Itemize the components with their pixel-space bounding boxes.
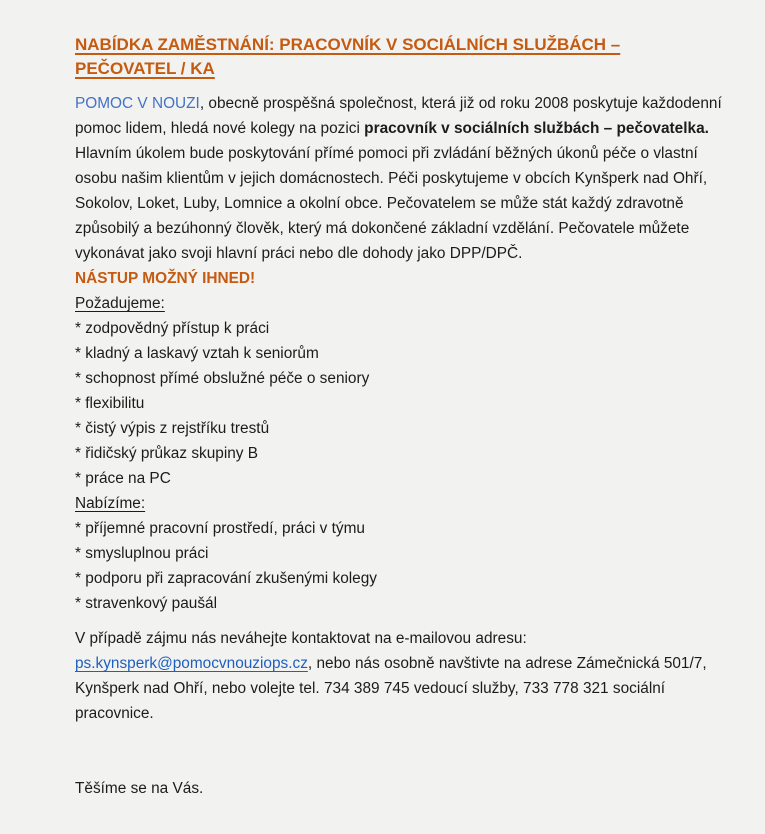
list-item: * práce na PC [75,470,171,487]
list-item: * podporu při zapracování zkušenými kolegy [75,570,377,587]
list-item: * čistý výpis z rejstříku trestů [75,420,270,437]
document-title: NABÍDKA ZAMĚSTNÁNÍ: PRACOVNÍK V SOCIÁLNÍCH SLUŽBÁCH – PEČOVATEL / KA [75,35,621,78]
requirements-section [75,291,725,491]
requirements-heading: Požadujeme: [75,295,165,312]
list-item: * schopnost přímé obslužné péče o seniory [75,370,370,387]
position-name: pracovník v sociálních službách – pečovatelka. [364,120,709,137]
contact-paragraph [75,626,725,726]
list-item: * smysluplnou práci [75,545,209,562]
list-item: * kladný a laskavý vztah k seniorům [75,345,319,362]
closing-line: Těšíme se na Vás. [75,780,204,797]
list-item: * flexibilitu [75,395,145,412]
offer-heading: Nabízíme: [75,495,146,512]
list-item: * příjemné pracovní prostředí, práci v týmu [75,520,365,537]
list-item: * zodpovědný přístup k práci [75,320,270,337]
offer-section [75,491,725,616]
intro-text-2: Hlavním úkolem bude poskytování přímé pomoci při zvládání běžných úkonů péče o vlastní osobu našim klientům v jejich domácnostech. Péči poskytujeme v obcích Kynšperk nad Ohří, Sokolov, Loket, Luby, Lomnice a okolní obce. Pečovatelem se může stát každý zdravotně způsobilý a bezúhonný člověk, který má dokončené základní vzdělání. Pečovatele můžete vykonávat jako svoji hlavní práci nebo dle dohody jako DPP/DPČ. [75,145,708,262]
list-item: * stravenkový paušál [75,595,218,612]
intro-text-1: , obecně prospěšná společnost, která již od roku 2008 poskytuje každodenní pomoc lidem, hledá nové kolegy na pozici [75,95,722,137]
list-item: * řidičský průkaz skupiny B [75,445,259,462]
contact-text-2: , nebo nás osobně navštivte na adrese Zámečnická 501/7, Kynšperk nad Ohří, nebo volejte tel. 734 389 745 vedoucí služby, 733 778 321 sociální pracovnice. [75,655,707,722]
organization-name: POMOC V NOUZI [75,95,200,112]
email-link[interactable]: ps.kynsperk@pomocvnouziops.cz [75,655,308,672]
start-note: NÁSTUP MOŽNÝ IHNED! [75,270,256,287]
intro-paragraph [75,91,725,266]
contact-text-1: V případě zájmu nás neváhejte kontaktovat na e-mailovou adresu: [75,630,527,647]
